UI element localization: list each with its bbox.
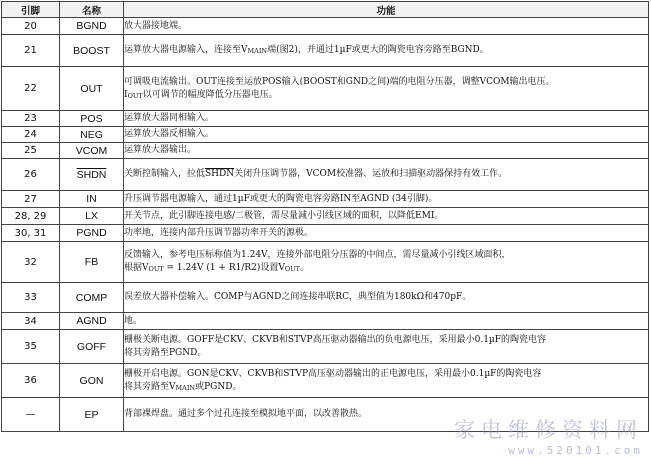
pin-function xyxy=(124,283,649,313)
overlined-text: SHDN xyxy=(205,169,235,179)
function-text: 或PGND。 xyxy=(195,381,242,392)
function-text: 运算放大器输出。 xyxy=(124,145,197,155)
table-row xyxy=(2,159,649,191)
pin-number: 34 xyxy=(2,313,60,330)
header-function: 功能 xyxy=(124,2,649,18)
pin-number: — xyxy=(2,398,60,432)
function-text: I xyxy=(124,89,128,100)
table-row xyxy=(2,364,649,398)
table-row xyxy=(2,35,649,67)
pin-name: OUT xyxy=(60,67,124,111)
pin-name: GOFF xyxy=(60,330,124,364)
pin-function xyxy=(124,159,649,191)
pin-function xyxy=(124,398,649,432)
pin-number: 36 xyxy=(2,364,60,398)
table-row xyxy=(2,127,649,143)
pin-name: EP xyxy=(60,398,124,432)
pin-function xyxy=(124,111,649,127)
subscript: OUT xyxy=(127,91,143,100)
function-text: 开关节点，此引脚连接电感/二极管，需尽量减小引线区域的面积，以降低EMI。 xyxy=(124,210,444,221)
function-text: 反馈输入，参考电压标称值为1.24V，连接外部电阻分压器的中间点，需尽量减小引线区域面积， xyxy=(124,250,511,260)
subscript: MAIN xyxy=(175,383,196,392)
table-row xyxy=(2,398,649,432)
function-text: 运算放大器电源输入，连接至V xyxy=(124,45,248,55)
function-text: 可调吸电流输出。OUT连接至运放POS输入(BOOST和GND之间)端的电阻分压器，调整VCOM输出电压。 xyxy=(124,76,555,87)
function-text: 运算放大器同相输入。 xyxy=(124,113,215,123)
table-row xyxy=(2,111,649,127)
pin-name: FB xyxy=(60,242,124,283)
table-row xyxy=(2,191,649,208)
function-text: 升压调节器电源输入，通过1µF或更大的陶瓷电容旁路IN至AGND (34引脚)。 xyxy=(124,193,438,204)
pin-function xyxy=(124,18,649,35)
table-row xyxy=(2,143,649,159)
pin-function xyxy=(124,242,649,283)
pin-function xyxy=(124,364,649,398)
pin-function xyxy=(124,143,649,159)
function-text: 运算放大器反相输入。 xyxy=(124,129,215,139)
table-row xyxy=(2,208,649,225)
pin-number: 26 xyxy=(2,159,60,191)
table-row xyxy=(2,242,649,283)
subscript: OUT xyxy=(284,265,301,273)
pin-name: POS xyxy=(60,111,124,127)
pin-function xyxy=(124,208,649,225)
watermark-text: 家电维修资料网 xyxy=(454,418,643,442)
function-text: 功率地，连接内部升压调节器功率开关的源极。 xyxy=(124,227,314,238)
table-header-row xyxy=(2,2,649,18)
header-pin: 引脚 xyxy=(2,2,60,18)
function-text: = 1.24V (1 + R1/R2)设置V xyxy=(163,263,285,273)
function-text: 。 xyxy=(300,263,310,273)
function-text: 关断控制输入，拉低 xyxy=(124,169,206,179)
pin-number: 23 xyxy=(2,111,60,127)
subscript: MAIN xyxy=(247,47,268,55)
pin-name: LX xyxy=(60,208,124,225)
table-row xyxy=(2,313,649,330)
pin-number: 25 xyxy=(2,143,60,159)
pin-function xyxy=(124,35,649,67)
pin-number: 20 xyxy=(2,18,60,35)
pin-number: 28, 29 xyxy=(2,208,60,225)
function-text: 端(图2)，并通过1µF或更大的陶瓷电容旁路至BGND。 xyxy=(267,45,489,55)
pin-number: 30, 31 xyxy=(2,225,60,242)
table-row xyxy=(2,225,649,242)
function-text: 将其旁路至V xyxy=(124,381,176,392)
pin-name: BGND xyxy=(60,18,124,35)
pin-function xyxy=(124,67,649,111)
pin-name: GON xyxy=(60,364,124,398)
subscript: OUT xyxy=(148,265,164,273)
table-row xyxy=(2,330,649,364)
pin-name: PGND xyxy=(60,225,124,242)
function-text: 根据V xyxy=(124,263,149,273)
pin-function xyxy=(124,127,649,143)
pin-function xyxy=(124,191,649,208)
pin-number: 35 xyxy=(2,330,60,364)
pin-number: 27 xyxy=(2,191,60,208)
table-row xyxy=(2,67,649,111)
function-text: 误差放大器补偿输入。COMP与AGND之间连接串联RC，典型值为180kΩ和470pF。 xyxy=(124,292,472,302)
function-text: 将其旁路至PGND。 xyxy=(124,347,207,358)
pin-name: AGND xyxy=(60,313,124,330)
function-text: 以可调节的幅度降低分压器电压。 xyxy=(142,89,278,100)
function-text: 栅极关断电源。GOFF是CKV、CKVB和STVP高压驱动器输出的负电源电压，采用最小0.1µF的陶瓷电容 xyxy=(124,334,547,345)
pin-name: COMP xyxy=(60,283,124,313)
pin-function xyxy=(124,225,649,242)
function-text: 背部裸焊盘。通过多个过孔连接至模拟地平面，以改善散热。 xyxy=(124,409,368,419)
function-text: 地。 xyxy=(124,315,143,326)
pin-table xyxy=(1,1,649,432)
table-row xyxy=(2,18,649,35)
watermark-url: www.520101.com xyxy=(508,444,643,457)
table-row xyxy=(2,283,649,313)
pin-name: BOOST xyxy=(60,35,124,67)
pin-number: 24 xyxy=(2,127,60,143)
pin-number: 33 xyxy=(2,283,60,313)
pin-function xyxy=(124,330,649,364)
function-text: 放大器接地端。 xyxy=(124,20,188,31)
pin-number: 21 xyxy=(2,35,60,67)
header-name: 名称 xyxy=(60,2,124,18)
pin-name: IN xyxy=(60,191,124,208)
function-text: 栅极开启电源。GON是CKV、CKVB和STVP高压驱动器输出的正电源电压，采用最小0.1µF的陶瓷电容 xyxy=(124,368,542,379)
pin-name: NEG xyxy=(60,127,124,143)
pin-number: 22 xyxy=(2,67,60,111)
function-text: 关闭升压调节器，VCOM校准器、运放和扫描驱动器保持有效工作。 xyxy=(234,169,508,179)
pin-function xyxy=(124,313,649,330)
pin-number: 32 xyxy=(2,242,60,283)
pin-name: VCOM xyxy=(60,143,124,159)
pin-name: SHDN xyxy=(60,159,124,191)
